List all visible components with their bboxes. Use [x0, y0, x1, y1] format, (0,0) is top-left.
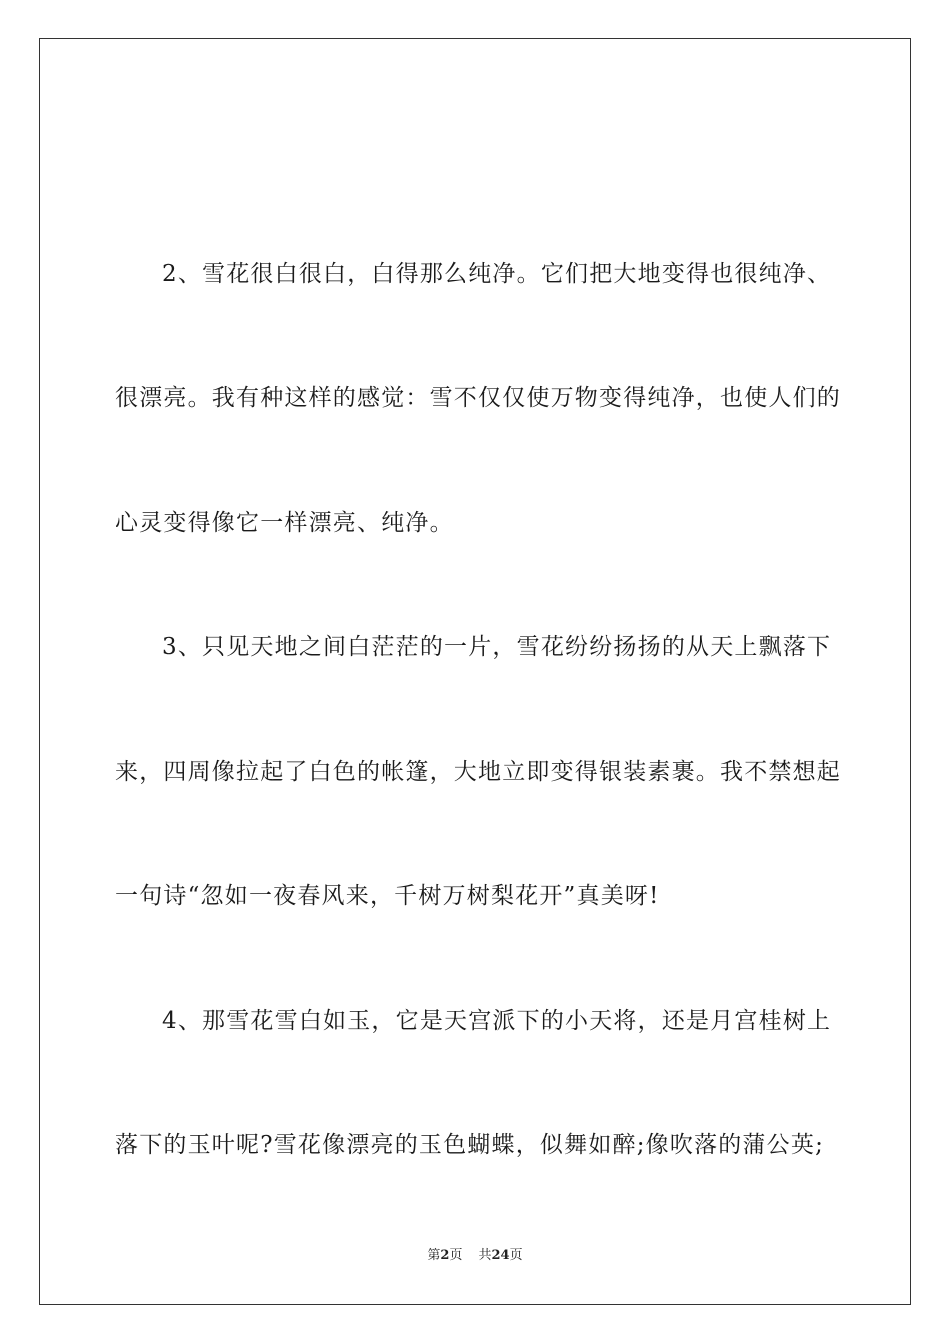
paragraph-3-line-1: 3、只见天地之间白茫茫的一片，雪花纷纷扬扬的从天上飘落下 [162, 634, 832, 660]
paragraph-3-line-2: 来，四周像拉起了白色的帐篷，大地立即变得银装素裹。我不禁想起 [115, 759, 841, 785]
paragraph-2-line-3: 心灵变得像它一样漂亮、纯净。 [115, 510, 454, 536]
footer-total-suffix: 页 [509, 1248, 523, 1263]
footer-page-number: 2 [440, 1248, 450, 1263]
footer-total-pages: 24 [491, 1248, 510, 1263]
footer-total-prefix: 共 [478, 1248, 492, 1263]
paragraph-4-line-2: 落下的玉叶呢?雪花像漂亮的玉色蝴蝶，似舞如醉;像吹落的蒲公英; [115, 1132, 825, 1158]
footer-page-suffix: 页 [449, 1248, 463, 1263]
page-border [39, 38, 911, 1305]
paragraph-2-line-1: 2、雪花很白很白，白得那么纯净。它们把大地变得也很纯净、 [162, 261, 832, 287]
paragraph-2-line-2: 很漂亮。我有种这样的感觉：雪不仅仅使万物变得纯净，也使人们的 [115, 385, 841, 411]
footer-page-prefix: 第 [427, 1248, 441, 1263]
page-footer [0, 1247, 950, 1265]
paragraph-3-line-3: 一句诗“忽如一夜春风来，千树万树梨花开”真美呀! [115, 883, 660, 909]
paragraph-4-line-1: 4、那雪花雪白如玉，它是天宫派下的小天将，还是月宫桂树上 [162, 1008, 832, 1034]
